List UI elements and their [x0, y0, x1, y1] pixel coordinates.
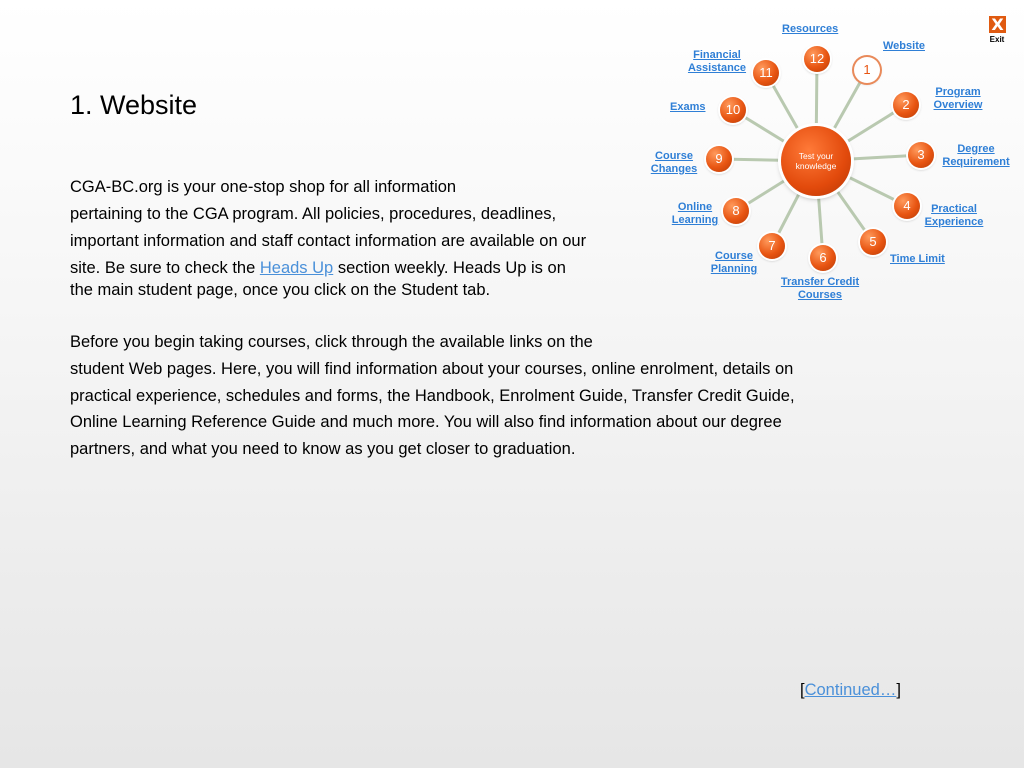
bracket-open: [ [800, 681, 805, 699]
continued-nav [800, 681, 901, 700]
hub-label: Test your knowledge [795, 151, 837, 171]
wheel-node-2[interactable]: 2 [893, 92, 919, 118]
intro-line-4-text-b: section weekly. Heads Up is on [333, 259, 566, 277]
courses-line-5: partners, and what you need to know as you get closer to graduation. [70, 440, 576, 458]
wheel-node-3[interactable]: 3 [908, 142, 934, 168]
wheel-label-online-learning[interactable]: Online Learning [671, 201, 719, 226]
wheel-node-9[interactable]: 9 [706, 146, 732, 172]
wheel-label-transfer-credit-courses[interactable]: Transfer Credit Courses [780, 276, 860, 301]
wheel-label-practical-experience[interactable]: Practical Experience [924, 203, 984, 228]
test-knowledge-button[interactable] [781, 126, 851, 196]
courses-line-3: practical experience, schedules and forms, the Handbook, Enrolment Guide, Transfer Credit Guide, [70, 387, 795, 405]
wheel-node-11[interactable]: 11 [753, 60, 779, 86]
intro-line-4 [70, 259, 566, 278]
wheel-label-course-changes[interactable]: Course Changes [650, 150, 698, 175]
wheel-node-10[interactable]: 10 [720, 97, 746, 123]
courses-line-1: Before you begin taking courses, click through the available links on the [70, 333, 593, 351]
wheel-label-program-overview[interactable]: Program Overview [933, 86, 983, 111]
continued-link[interactable]: Continued… [804, 681, 897, 699]
heads-up-link[interactable]: Heads Up [259, 259, 334, 277]
wheel-label-course-planning[interactable]: Course Planning [710, 250, 758, 275]
wheel-label-website[interactable]: Website [883, 40, 925, 52]
wheel-node-1[interactable]: 1 [854, 57, 880, 83]
wheel-label-time-limit[interactable]: Time Limit [890, 253, 945, 265]
bracket-close: ] [896, 681, 901, 699]
wheel-label-degree-requirement[interactable]: Degree Requirement [942, 143, 1010, 168]
intro-line-2: pertaining to the CGA program. All policies, procedures, deadlines, [70, 205, 557, 223]
wheel-label-resources[interactable]: Resources [782, 23, 839, 35]
intro-line-4-text-a: site. Be sure to check the [70, 259, 260, 277]
courses-line-2: student Web pages. Here, you will find information about your courses, online enrolment, details on [70, 360, 794, 378]
wheel-node-7[interactable]: 7 [759, 233, 785, 259]
intro-line-5: the main student page, once you click on the Student tab. [70, 281, 491, 299]
intro-line-1: CGA-BC.org is your one-stop shop for all information [70, 178, 457, 196]
exit-label: Exit [989, 35, 1005, 44]
topic-wheel [640, 15, 1020, 315]
wheel-label-exams[interactable]: Exams [670, 101, 706, 113]
wheel-node-6[interactable]: 6 [810, 245, 836, 271]
wheel-node-4[interactable]: 4 [894, 193, 920, 219]
wheel-node-5[interactable]: 5 [860, 229, 886, 255]
wheel-node-8[interactable]: 8 [723, 198, 749, 224]
wheel-node-12[interactable]: 12 [804, 46, 830, 72]
slide-title: 1. Website [70, 90, 198, 120]
intro-line-3: important information and staff contact information are available on our [70, 232, 587, 250]
courses-line-4: Online Learning Reference Guide and much more. You will also find information about our degree [70, 413, 782, 431]
close-icon: X [989, 16, 1006, 33]
wheel-label-financial-assistance[interactable]: Financial Assistance [687, 49, 747, 74]
